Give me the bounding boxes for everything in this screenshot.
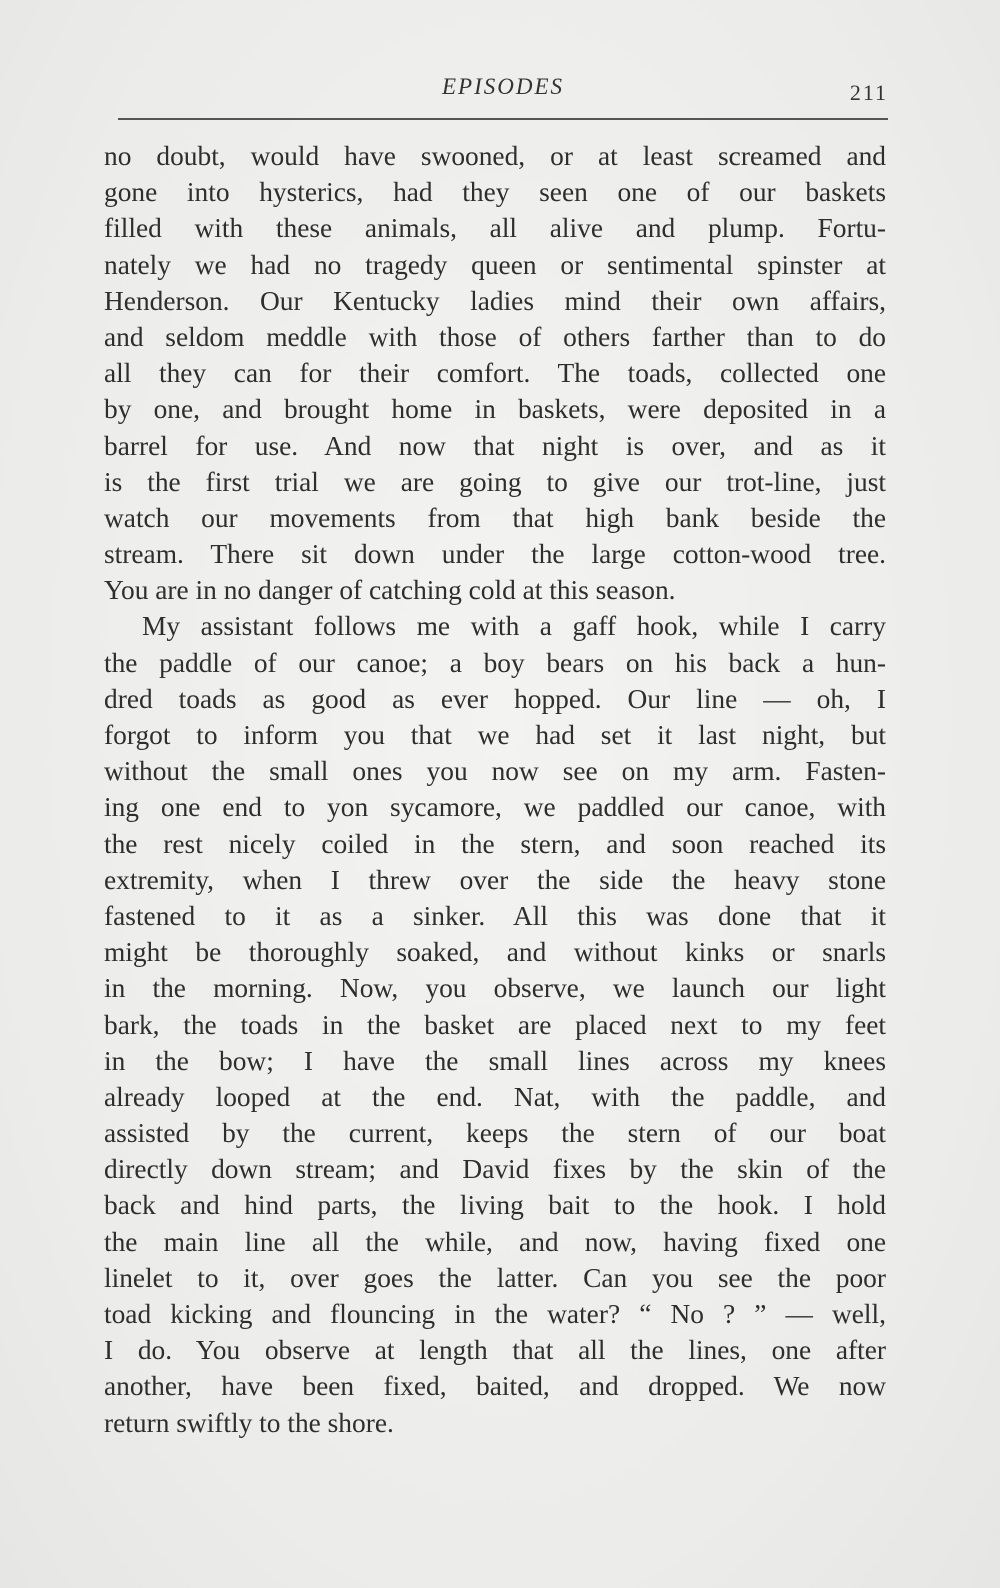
text-line: no doubt, would have swooned, or at least screamed and (104, 141, 886, 171)
page-number: 211 (849, 80, 888, 105)
text-line: the main line all the while, and now, having fixed one (104, 1226, 886, 1257)
text-line: another, have been fixed, baited, and dropped. We now (104, 1371, 886, 1402)
text-line: the rest nicely coiled in the stern, and soon reached its (104, 828, 886, 859)
header-rule (118, 118, 888, 120)
body-text (104, 138, 886, 1441)
text-line: by one, and brought home in baskets, were deposited in a (104, 394, 886, 425)
text-line: ing one end to yon sycamore, we paddled our canoe, with (104, 792, 886, 823)
text-line: directly down stream; and David fixes by the skin of the (104, 1154, 886, 1185)
text-line: barrel for use. And now that night is over, and as it (104, 430, 886, 461)
text-line: forgot to inform you that we had set it last night, but (104, 720, 886, 750)
text-line: bark, the toads in the basket are placed next to my feet (104, 1009, 886, 1040)
paragraph-2 (104, 608, 886, 1440)
text-line: You are in no danger of catching cold at this season. (104, 575, 676, 606)
text-line: the paddle of our canoe; a boy bears on his back a hun- (104, 647, 886, 678)
text-line: Henderson. Our Kentucky ladies mind their own affairs, (104, 285, 886, 316)
text-line: without the small ones you now see on my arm. Fasten- (104, 756, 886, 787)
text-line: is the first trial we are going to give our trot-line, just (104, 466, 886, 497)
text-line: assisted by the current, keeps the stern of our boat (104, 1118, 886, 1149)
paragraph-1 (104, 138, 886, 608)
text-line: already looped at the end. Nat, with the paddle, and (104, 1081, 886, 1112)
text-line: filled with these animals, all alive and plump. Fortu- (104, 213, 886, 244)
text-line: and seldom meddle with those of others farther than to do (104, 321, 886, 352)
text-line: stream. There sit down under the large cotton-wood tree. (104, 539, 886, 570)
text-line: might be thoroughly soaked, and without kinks or snarls (104, 937, 886, 968)
text-line: dred toads as good as ever hopped. Our line — oh, I (104, 683, 886, 714)
text-line: My assistant follows me with a gaff hook, while I carry (142, 611, 886, 642)
text-line: back and hind parts, the living bait to the hook. I hold (104, 1190, 886, 1221)
text-line: nately we had no tragedy queen or sentimental spinster at (104, 249, 886, 280)
text-line: watch our movements from that high bank beside the (104, 502, 886, 533)
text-line: fastened to it as a sinker. All this was done that it (104, 900, 886, 931)
page-header (118, 74, 888, 104)
text-line: in the morning. Now, you observe, we launch our light (104, 973, 886, 1004)
text-line: linelet to it, over goes the latter. Can you see the poor (104, 1262, 886, 1293)
text-line: return swiftly to the shore. (104, 1407, 394, 1438)
text-line: all they can for their comfort. The toads, collected one (104, 358, 886, 389)
text-line: in the bow; I have the small lines across my knees (104, 1045, 886, 1076)
text-line: toad kicking and flouncing in the water? “ No ? ” — well, (104, 1299, 886, 1329)
text-line: gone into hysterics, had they seen one of our baskets (104, 177, 886, 208)
text-line: I do. You observe at length that all the lines, one after (104, 1335, 886, 1366)
text-line: extremity, when I threw over the side the heavy stone (104, 864, 886, 895)
running-title: EPISODES (441, 74, 565, 99)
